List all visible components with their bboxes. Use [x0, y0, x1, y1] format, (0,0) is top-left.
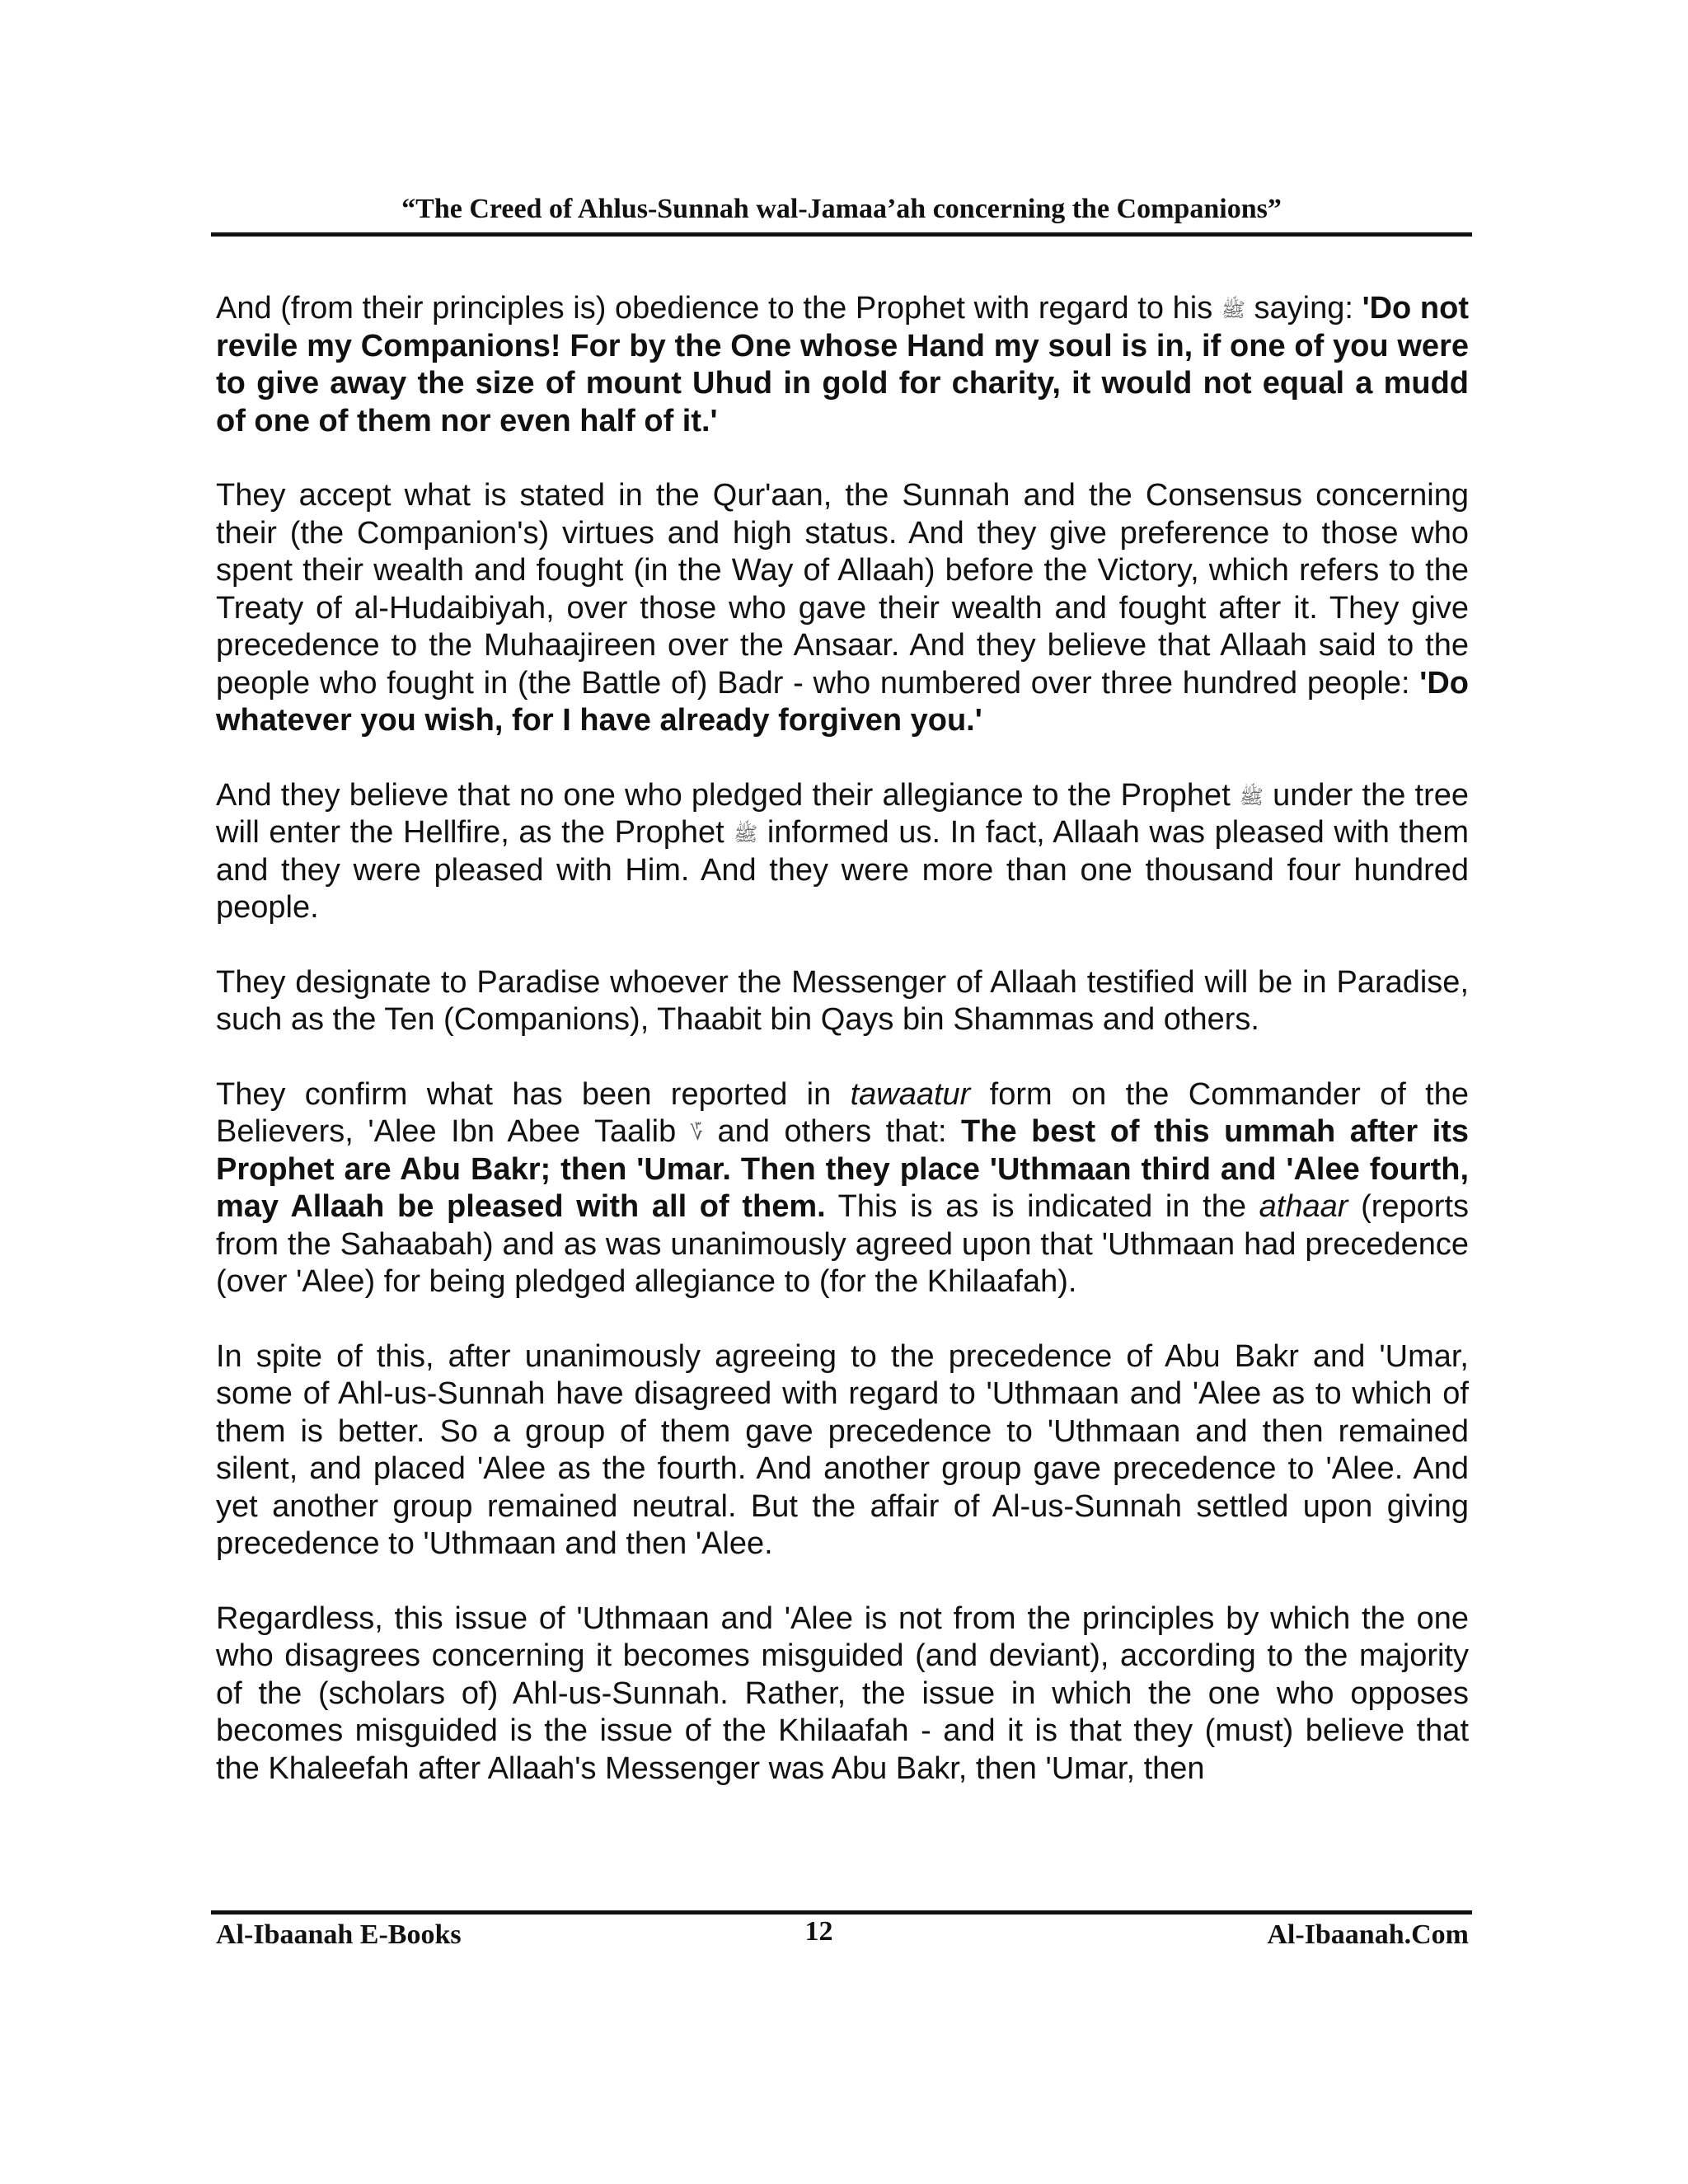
paragraph-6-text-1: In spite of this, after unanimously agreeing to the precedence of Abu Bakr and 'Umar, some of Ahl-us-Sunnah have disagreed with regard to 'Uthmaan and 'Alee as to which of them is better. So a group of them gave precedence to 'Uthmaan and then remained silent, and placed 'Alee as the fourth. And another group gave precedence to 'Alee. And yet another group remained neutral. But the affair of Al-us-Sunnah settled upon giving precedence to 'Uthmaan and then 'Alee.: [216, 1338, 1469, 1561]
running-header-title: “The Creed of Ahlus-Sunnah wal-Jamaa’ah concerning the Companions”: [401, 194, 1282, 224]
footer-website: Al-Ibaanah.Com: [1267, 1919, 1469, 1950]
paragraph-3-text-2: under the tree will enter the Hellfire, as the Prophet: [216, 777, 1470, 850]
paragraph-1-text-1: And (from their principles is) obedience to the Prophet with regard to his: [216, 291, 1221, 326]
paragraph-4: [216, 964, 1469, 1039]
paragraph-5-text-5: (reports from the Sahaabah) and as was unanimously agreed upon that 'Uthmaan had precedence (over 'Alee) for being pledged allegiance to (for the Khilaafah).: [216, 1189, 1469, 1299]
paragraph-1-hadith-quote: 'Do not revile my Companions! For by the One whose Hand my soul is in, if one of you were to give away the size of mount Uhud in gold for charity, it would not equal a mudd of one of them nor even half of it.': [216, 291, 1469, 438]
paragraph-7: [216, 1601, 1469, 1788]
paragraph-7-text-1: Regardless, this issue of 'Uthmaan and 'Alee is not from the principles by which the one who disagrees concerning it becomes misguided (and deviant), according to the majority of the (scholars of) Ahl-us-Sunnah. Rather, the issue in which the one who opposes becomes misguided is the issue of the Khilaafah - and it is that they (must) believe that the Khaleefah after Allaah's Messenger was Abu Bakr, then 'Umar, then: [216, 1601, 1469, 1786]
paragraph-3: [216, 777, 1469, 927]
footer-publisher: Al-Ibaanah E-Books: [216, 1919, 462, 1950]
paragraph-4-text-1: They designate to Paradise whoever the Messenger of Allaah testified will be in Paradise, such as the Ten (Companions), Thaabit bin Qays bin Shammas and others.: [216, 964, 1469, 1037]
paragraph-6: [216, 1338, 1469, 1563]
paragraph-3-text-1: And they believe that no one who pledged their allegiance to the Prophet: [216, 777, 1240, 813]
header-divider: [211, 232, 1472, 237]
paragraph-5-term-tawaatur: tawaatur: [850, 1076, 971, 1112]
paragraph-5-bold-statement: The best of this ummah after its Prophet are Abu Bakr; then 'Umar. Then they place 'Uthmaan third and 'Alee fourth, may Allaah be pleased with all of them.: [216, 1114, 1469, 1224]
paragraph-1-text-2: saying:: [1245, 291, 1362, 326]
paragraph-3-text-3: informed us. In fact, Allaah was pleased with them and they were pleased with Him. And they were more than one thousand four hundred people.: [216, 815, 1469, 925]
paragraph-5-text-3: and others that:: [703, 1114, 962, 1149]
salutation-icon: ﷺ: [734, 823, 758, 846]
paragraph-5: [216, 1076, 1469, 1301]
paragraph-2-text-1: They accept what is stated in the Qur'aan, the Sunnah and the Consensus concerning their (the Companion's) virtues and high status. And they give preference to those who spent their wealth and fought (in the Way of Allaah) before the Victory, which refers to the Treaty of al-Hudaibiyah, over those who gave their wealth and fought after it. They give precedence to the Muhaajireen over the Ansaar. And they believe that Allaah said to the people who fought in (the Battle of) Badr - who numbered over three hundred people:: [216, 478, 1469, 701]
page-body: [216, 290, 1469, 1825]
paragraph-2-hadith-quote: 'Do whatever you wish, for I have already forgiven you.': [216, 665, 1469, 738]
footer-divider: [211, 1910, 1472, 1915]
page-footer: [216, 1917, 1469, 1953]
salutation-icon: ﷺ: [1239, 785, 1264, 808]
paragraph-5-text-1: They confirm what has been reported in: [216, 1076, 851, 1112]
paragraph-5-term-athaar: athaar: [1259, 1189, 1348, 1224]
paragraph-5-text-4: This is as is indicated in the: [825, 1189, 1259, 1224]
salutation-icon: ﷺ: [1221, 299, 1245, 321]
paragraph-5-text-2: form on the Commander of the Believers, 'Alee Ibn Abee Taalib: [216, 1076, 1470, 1149]
paragraph-1: [216, 290, 1469, 440]
radiyallahu-icon: ؆: [690, 1122, 704, 1145]
paragraph-2: [216, 477, 1469, 740]
page-number: 12: [804, 1916, 833, 1947]
